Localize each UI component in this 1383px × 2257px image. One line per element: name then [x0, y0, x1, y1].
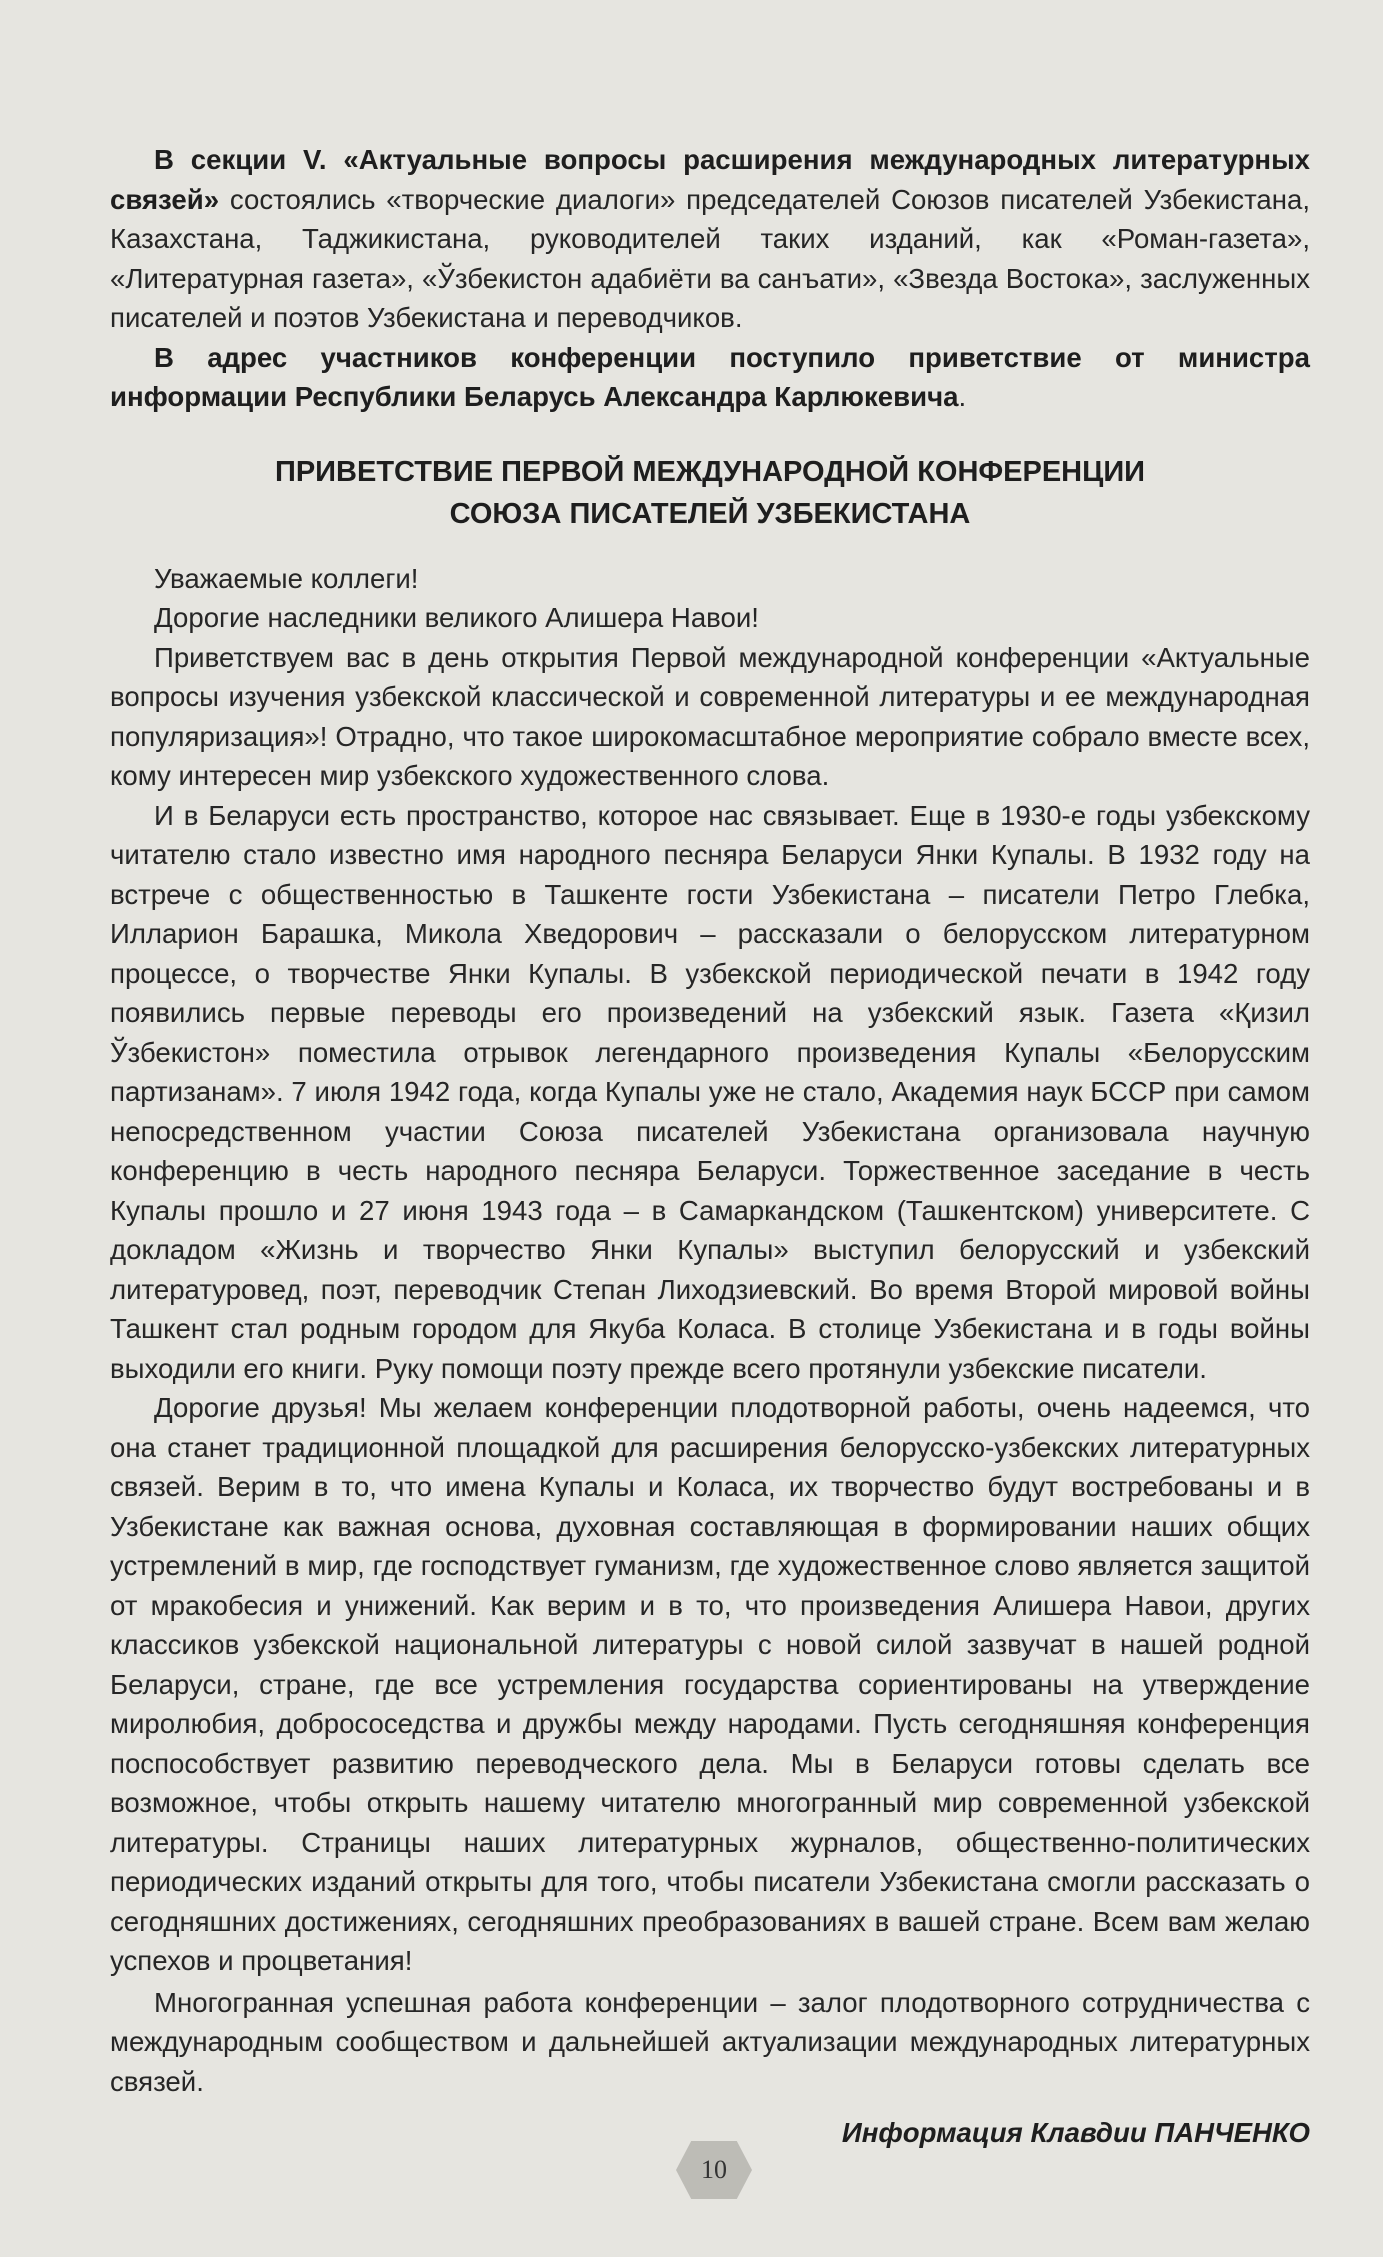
heading-line-1: ПРИВЕТСТВИЕ ПЕРВОЙ МЕЖДУНАРОДНОЙ КОНФЕРЕНЦИИ: [275, 455, 1145, 488]
letter-paragraph-3: Дорогие друзья! Мы желаем конференции плодотворной работы, очень надеемся, что она станет традиционной площадкой для расширения белорусско-узбекских литературных связей. Верим в то, что имена Купалы и Коласа, их творчество будут востребованы и в Узбекистане как важная основа, духовная составляющая в формировании наших общих устремлений в мир, где господствует гуманизм, где художественное слово является защитой от мракобесия и унижений. Как верим и в то, что произведения Алишера Навои, других классиков узбекской национальной литературы с новой силой зазвучат в нашей родной Беларуси, стране, где все устремления государства сориентированы на утверждение миролюбия, добрососедства и дружбы между народами. Пусть сегодняшняя конференция поспособствует развитию переводческого дела. Мы в Беларуси готовы сделать все возможное, чтобы открыть нашему читателю многогранный мир современной узбекской литературы. Страницы наших литературных журналов, общественно-политических периодических изданий открыты для того, чтобы писатели Узбекистана смогли рассказать о сегодняшних достижениях, сегодняшних преобразованиях в вашей стране. Всем вам желаю успехов и процветания!: [110, 1392, 1310, 1976]
intro-bold-lead: В секции V. «Актуальные вопросы расширения международных литературных связей»: [110, 144, 1310, 215]
page-number-badge: [676, 2141, 752, 2199]
greeting-letter: [110, 559, 1310, 1981]
heading-line-2: СОЮЗА ПИСАТЕЛЕЙ УЗБЕКИСТАНА: [449, 497, 971, 530]
closing-paragraph: Многогранная успешная работа конференции – залог плодотворного сотрудничества с международным сообществом и дальнейшей актуализации международных литературных связей.: [110, 1986, 1310, 2097]
greeting-announcement-end: .: [958, 381, 967, 412]
greeting-announcement-bold: В адрес участников конференции поступило приветствие от министра информации Республики Беларусь Александра Карлюкевича: [110, 341, 1310, 412]
greeting-announcement: [110, 338, 1310, 417]
article-page: [110, 140, 1310, 2153]
intro-paragraph: [110, 140, 1310, 338]
letter-address-2: Дорогие наследники великого Алишера Навои!: [154, 602, 759, 633]
intro-text: состоялись «творческие диалоги» председателей Союзов писателей Узбекистана, Казахстана, Таджикистана, руководителей таких изданий, как «Роман-газета», «Литературная газета», «Ўзбекистон адабиёти ва санъати», «Звезда Востока», заслуженных писателей и поэтов Узбекистана и переводчиков.: [110, 183, 1310, 333]
letter-address-1: Уважаемые коллеги!: [154, 562, 419, 594]
letter-paragraph-1: Приветствуем вас в день открытия Первой международной конференции «Актуальные вопросы изучения узбекской классической и современной литературы и ее международная популяризация»! Отрадно, что такое широкомасштабное мероприятие собрало вместе всех, кому интересен мир узбекского художественного слова.: [110, 641, 1310, 791]
letter-paragraph-2: И в Беларуси есть пространство, которое нас связывает. Еще в 1930-е годы узбекскому читателю стало известно имя народного песняра Беларуси Янки Купалы. В 1932 году на встрече с общественностью в Ташкенте гости Узбекистана – писатели Петро Глебка, Илларион Барашка, Микола Хведорович – рассказали о белорусском литературном процессе, о творчестве Янки Купалы. В узбекской периодической печати в 1942 году появились первые переводы его произведений на узбекский язык. Газета «Қизил Ўзбекистон» поместила отрывок легендарного произведения Купалы «Белорусским партизанам». 7 июля 1942 года, когда Купалы уже не стало, Академия наук БССР при самом непосредственном участии Союза писателей Узбекистана организовала научную конференцию в честь народного песняра Беларуси. Торжественное заседание в честь Купалы прошло и 27 июня 1943 года – в Самаркандском (Ташкентском) университете. С докладом «Жизнь и творчество Янки Купалы» выступил белорусский и узбекский литературовед, поэт, переводчик Степан Лиходзиевский. Во время Второй мировой войны Ташкент стал родным городом для Якуба Коласа. В столице Узбекистана и в годы войны выходили его книги. Руку помощи поэту прежде всего протянули узбекские писатели.: [110, 799, 1310, 1384]
intro-section: [110, 140, 1310, 417]
section-heading: [110, 451, 1310, 535]
page-number: 10: [701, 2155, 727, 2184]
closing-section: [110, 1983, 1310, 2102]
author-signature: Информация Клавдии ПАНЧЕНКО: [841, 2117, 1310, 2148]
